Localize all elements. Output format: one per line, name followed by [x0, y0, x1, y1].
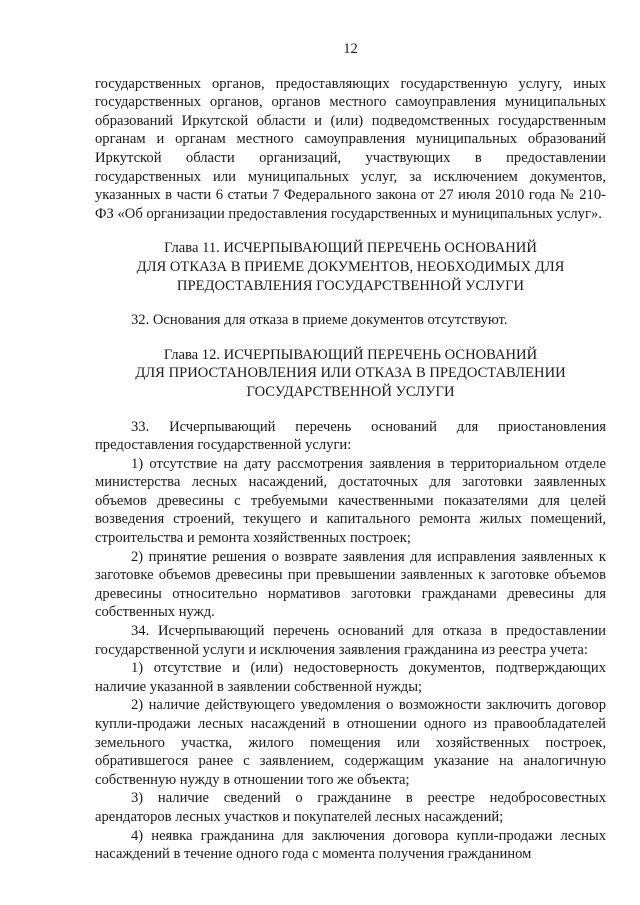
chapter-12-line-2: ДЛЯ ПРИОСТАНОВЛЕНИЯ ИЛИ ОТКАЗА В ПРЕДОСТАВЛЕНИИ	[135, 365, 566, 382]
item-33-sub-2: 2) принятие решения о возврате заявления для исправления заявленных к заготовке объемов древесины при превышении заявленных к заготовке объемов древесины относительно нормативов заготовки гражданами древесины для собственных нужд.	[95, 548, 606, 621]
item-34-sub-1: 1) отсутствие и (или) недостоверность документов, подтверждающих наличие указанной в заявлении собственной нужды;	[95, 660, 606, 695]
chapter-12-heading	[95, 346, 606, 402]
chapter-11-line-3: ПРЕДОСТАВЛЕНИЯ ГОСУДАРСТВЕННОЙ УСЛУГИ	[176, 277, 525, 294]
item-34-lead: 34. Исчерпывающий перечень оснований для отказа в предоставлении государственной услуги и исключения заявления гражданина из реестра учета:	[95, 623, 606, 658]
chapter-11-line-2: ДЛЯ ОТКАЗА В ПРИЕМЕ ДОКУМЕНТОВ, НЕОБХОДИМЫХ ДЛЯ	[136, 258, 565, 275]
item-34-sub-4: 4) неявка гражданина для заключения договора купли-продажи лесных насаждений в течение одного года с момента получения гражданином	[95, 827, 606, 863]
chapter-12-line-1: Глава 12. ИСЧЕРПЫВАЮЩИЙ ПЕРЕЧЕНЬ ОСНОВАНИЙ	[163, 346, 538, 363]
chapter-12-line-3: ГОСУДАРСТВЕННОЙ УСЛУГИ	[246, 383, 455, 400]
item-32: 32. Основания для отказа в приеме документов отсутствуют.	[131, 312, 508, 329]
item-34-sub-3: 3) наличие сведений о гражданине в реестре недобросовестных арендаторов лесных участков и покупателей лесных насаждений;	[95, 790, 606, 825]
item-34-sub-2: 2) наличие действующего уведомления о возможности заключить договор купли-продажи лесных насаждений в отношении одного из правообладателей земельного участка, жилого помещения или хозяйственных построек, обратившегося ранее с заявлением, содержащим указание на аналогичную собственную нужду в отношении того же объекта;	[95, 697, 606, 788]
chapter-11-line-1: Глава 11. ИСЧЕРПЫВАЮЩИЙ ПЕРЕЧЕНЬ ОСНОВАНИЙ	[164, 240, 537, 257]
intro-paragraph: государственных органов, предоставляющих государственную услугу, иных государственных органов, органов местного самоуправления муниципальных образований Иркутской области и (или) подведомственных государственным органам и органам местного самоуправления муниципальных образований Иркутской области организаций, участвующих в предоставлении государственных или муниципальных услуг, за исключением документов, указанных в части 6 статьи 7 Федерального закона от 27 июля 2010 года № 210-ФЗ «Об организации предоставления государственных и муниципальных услуг».	[95, 75, 606, 222]
chapter-11-heading	[95, 239, 606, 295]
item-33-sub-1: 1) отсутствие на дату рассмотрения заявления в территориальном отделе министерства лесных насаждений, достаточных для заготовки заявленных объемов древесины с требуемыми качественными показателями для целей возведения строений, текущего и капитального ремонта жилых помещений, строительства и ремонта хозяйственных построек;	[95, 455, 606, 547]
item-33-lead: 33. Исчерпывающий перечень оснований для приостановления предоставления государственной услуги:	[95, 418, 606, 454]
page-number: 12	[343, 41, 358, 57]
